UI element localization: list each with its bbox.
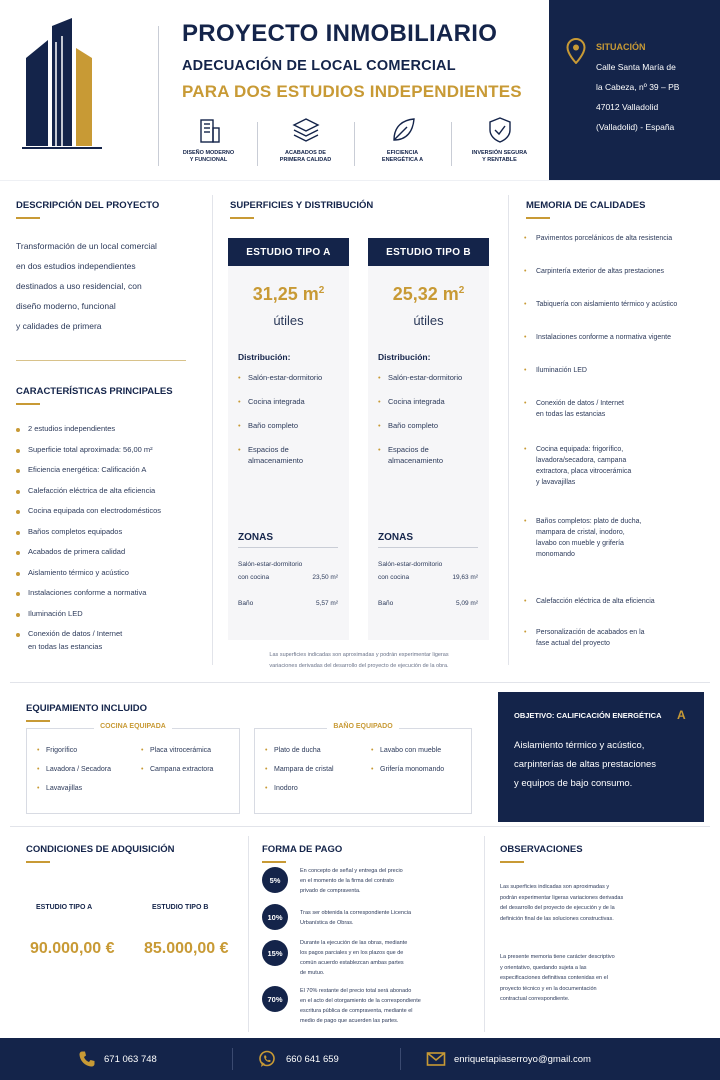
list-item-continuation: en todas las estancias xyxy=(28,642,103,651)
zone-value: 5,09 m² xyxy=(455,600,478,607)
payment-percent-badge: 15% xyxy=(262,940,288,966)
feature-label: ENERGÉTICA A xyxy=(381,157,424,164)
studio-area-value: 25,32 m xyxy=(392,284,459,304)
zone-value: 23,50 m² xyxy=(312,574,338,581)
price-value: 90.000,00 € xyxy=(30,940,115,957)
price-label: ESTUDIO TIPO A xyxy=(36,904,93,911)
list-item: • Inodoro xyxy=(265,785,334,804)
zone-row xyxy=(238,600,338,607)
studio-area-note: útiles xyxy=(273,313,304,328)
list-item: Conexión de datos / Internet xyxy=(16,629,206,642)
location-line: Calle Santa María de xyxy=(596,62,676,72)
observation-line: podrán experimentar ligeras variaciones derivadas xyxy=(500,894,624,901)
page-title: PROYECTO INMOBILIARIO xyxy=(182,20,498,47)
page-subtitle: ADECUACIÓN DE LOCAL COMERCIAL xyxy=(182,58,456,74)
list-item: • Lavavajillas xyxy=(37,785,111,804)
list-item-text: extractora, placa vitrocerámica xyxy=(536,468,632,475)
list-item xyxy=(522,299,712,332)
section-divider xyxy=(16,360,186,361)
list-item xyxy=(522,332,712,365)
zone-name-cont: con cocina xyxy=(378,574,410,581)
list-item: Aislamiento térmico y acústico xyxy=(16,568,206,589)
distribution-list xyxy=(238,372,349,466)
payment-text xyxy=(300,986,470,1026)
title-divider xyxy=(158,26,159,166)
objective-text xyxy=(514,736,694,793)
list-item-text: Calefacción eléctrica de alta eficiencia xyxy=(536,598,655,605)
payment-percent-badge: 5% xyxy=(262,867,288,893)
list-item: • Mampara de cristal xyxy=(265,766,334,785)
observations-paragraph xyxy=(500,882,692,924)
zone-value: 19,63 m² xyxy=(452,574,478,581)
building-icon xyxy=(193,114,225,146)
studio-label: ESTUDIO TIPO B xyxy=(368,238,489,266)
feature-label: INVERSIÓN SEGURA xyxy=(471,150,528,156)
note-line: Las superficies indicadas son aproximadas y podrán experimentar ligeras xyxy=(269,652,449,658)
zone-name: Salón-estar-dormitorio xyxy=(378,561,443,568)
feature-design xyxy=(160,114,257,178)
studio-area xyxy=(228,284,349,305)
list-item: • Lavabo con mueble xyxy=(371,747,444,766)
list-item-text: y lavavajillas xyxy=(536,479,576,486)
objective-title: OBJETIVO: CALIFICACIÓN ENERGÉTICA xyxy=(514,711,662,720)
memoria-list xyxy=(522,233,712,651)
observation-line: proyecto técnico y en la documentación xyxy=(500,985,597,992)
page-subtitle-highlight: PARA DOS ESTUDIOS INDEPENDIENTES xyxy=(182,82,522,101)
studio-area-value: 31,25 m xyxy=(252,284,319,304)
feature-finishes xyxy=(257,114,354,178)
list-item xyxy=(522,516,712,596)
list-item xyxy=(522,365,712,398)
payment-line: medio de pago que acuerden las partes. xyxy=(300,1018,399,1024)
studio-area xyxy=(368,284,489,305)
location-line: 47012 Valladolid xyxy=(596,102,659,112)
zone-name: Baño xyxy=(378,600,394,607)
whatsapp-number-link[interactable]: 660 641 659 xyxy=(286,1054,339,1065)
payment-line: privado de compraventa. xyxy=(300,888,361,894)
list-item xyxy=(522,398,712,444)
zone-value: 5,57 m² xyxy=(315,600,338,607)
payment-line: de mutuo. xyxy=(300,970,325,976)
kitchen-equipment-box xyxy=(26,723,240,814)
list-item-text: en todas las estancias xyxy=(536,411,606,418)
phone-number-link[interactable]: 671 063 748 xyxy=(104,1054,157,1065)
footer-divider xyxy=(232,1048,233,1070)
observations-paragraph xyxy=(500,952,692,1005)
list-item: • Salón-estar-dormitorio xyxy=(378,372,478,383)
column-divider xyxy=(212,195,213,665)
mail-icon xyxy=(426,1050,446,1068)
heading-underline xyxy=(262,861,286,863)
payment-line: en el acto del otorgamiento de la correspondiente xyxy=(300,998,421,1004)
payment-line: En concepto de señal y entrega del precio xyxy=(300,868,403,874)
list-item-text: lavadora/secadora, campana xyxy=(536,457,627,464)
list-item: • Baño completo xyxy=(378,420,478,431)
whatsapp-icon xyxy=(258,1050,276,1068)
zone-name: Baño xyxy=(238,600,254,607)
list-item: • Placa vitrocerámica xyxy=(141,747,213,766)
observation-line: del desarrollo del proyecto de ejecución y de la xyxy=(500,905,615,911)
observations-heading: OBSERVACIONES xyxy=(500,844,583,855)
shield-check-icon xyxy=(484,114,516,146)
list-item: • Frigorífico xyxy=(37,747,111,766)
features-list xyxy=(16,424,206,655)
distribution-label: Distribución: xyxy=(238,352,291,362)
list-item xyxy=(522,266,712,299)
observation-line: y orientativo, quedando sujeta a las xyxy=(500,964,587,971)
objective-line: y equipos de bajo consumo. xyxy=(514,778,633,789)
objective-line: Aislamiento térmico y acústico, xyxy=(514,740,645,751)
list-item-text: Instalaciones conforme a normativa vigente xyxy=(536,334,672,341)
list-item-text: • Conexión de datos / Internet xyxy=(536,400,624,407)
column-divider xyxy=(248,836,249,1032)
list-item-text: Carpintería exterior de altas prestaciones xyxy=(536,268,665,275)
location-title: SITUACIÓN xyxy=(596,42,646,52)
zone-row xyxy=(378,600,478,607)
list-item: • Campana extractora xyxy=(141,766,213,785)
list-item-text: Pavimentos porcelánicos de alta resistencia xyxy=(536,235,673,242)
surfaces-note xyxy=(228,650,490,672)
list-item: Eficiencia energética: Calificación A xyxy=(16,465,206,486)
heading-underline xyxy=(26,861,50,863)
list-item: • Espacios de almacenamiento xyxy=(238,444,338,466)
features-heading: CARACTERÍSTICAS PRINCIPALES xyxy=(16,386,173,397)
studio-card-b xyxy=(368,238,489,640)
heading-underline xyxy=(230,217,254,219)
payment-line: Urbanística de Obras. xyxy=(300,920,354,926)
list-item: Superficie total aproximada: 56,00 m² xyxy=(16,445,206,466)
list-item-text: • Personalización de acabados en la xyxy=(536,629,645,636)
price-label: ESTUDIO TIPO B xyxy=(152,904,209,911)
bath-title: BAÑO EQUIPADO xyxy=(327,723,398,730)
bath-equipment-box xyxy=(254,723,472,814)
equipment-list xyxy=(141,747,213,785)
zones-label: ZONAS xyxy=(378,532,413,543)
zones-divider xyxy=(378,547,478,548)
column-divider xyxy=(508,195,509,665)
area-unit-exponent: 2 xyxy=(458,285,465,296)
list-item: • Baño completo xyxy=(238,420,338,431)
list-item: • Plato de ducha xyxy=(265,747,334,766)
equipment-list xyxy=(371,747,444,785)
feature-label: PRIMERA CALIDAD xyxy=(279,157,332,164)
memoria-heading: MEMORIA DE CALIDADES xyxy=(526,200,646,211)
location-pin-icon xyxy=(566,38,586,64)
zones-label: ZONAS xyxy=(238,532,273,543)
list-item xyxy=(522,596,712,627)
payment-text xyxy=(300,938,470,978)
phone-icon xyxy=(78,1050,96,1068)
zone-row xyxy=(378,558,478,584)
list-item-text: • Cocina equipada: frigorífico, xyxy=(536,446,624,453)
kitchen-title: COCINA EQUIPADA xyxy=(94,723,172,730)
feature-label: Y RENTABLE xyxy=(482,157,517,164)
list-item: Instalaciones conforme a normativa xyxy=(16,588,206,609)
list-item: Iluminación LED xyxy=(16,609,206,630)
feature-label: DISEÑO MODERNO xyxy=(182,150,235,156)
area-unit-exponent: 2 xyxy=(318,285,325,296)
observation-line: contractual correspondiente. xyxy=(500,996,570,1002)
note-line: variaciones derivadas del desarrollo del proyecto de ejecución de la obra. xyxy=(269,663,449,669)
location-line: (Valladolid) - España xyxy=(596,122,675,132)
list-item xyxy=(522,444,712,516)
list-item: • Lavadora / Secadora xyxy=(37,766,111,785)
section-divider xyxy=(10,682,710,683)
section-divider xyxy=(10,826,710,827)
list-item-text: lavabo con mueble y grifería xyxy=(536,540,624,547)
objective-line: carpinterías de altas prestaciones xyxy=(514,759,657,770)
leaf-icon xyxy=(387,114,419,146)
description-text xyxy=(16,236,191,336)
list-item-text: mampara de cristal, inodoro, xyxy=(536,529,625,536)
payment-line: El 70% restante del precio total será abonado xyxy=(300,988,412,994)
list-item: Baños completos equipados xyxy=(16,527,206,548)
payment-percent-badge: 70% xyxy=(262,986,288,1012)
price-value: 85.000,00 € xyxy=(144,940,229,957)
payment-line: común acuerdo establezcan ambas partes xyxy=(300,960,404,966)
layers-icon xyxy=(290,114,322,146)
column-divider xyxy=(484,836,485,1032)
list-item xyxy=(522,233,712,266)
email-link[interactable]: enriquetapiaserroyo@gmail.com xyxy=(454,1054,591,1065)
feature-strip xyxy=(160,114,548,178)
heading-underline xyxy=(526,217,550,219)
feature-label: ACABADOS DE xyxy=(285,150,326,156)
studio-card-a xyxy=(228,238,349,640)
zone-row xyxy=(238,558,338,584)
payment-line: Durante la ejecución de las obras, mediante xyxy=(300,940,408,946)
equipment-heading: EQUIPAMIENTO INCLUIDO xyxy=(26,703,148,714)
description-line: en dos estudios independientes xyxy=(16,261,136,271)
description-line: y calidades de primera xyxy=(16,321,102,331)
feature-efficiency xyxy=(354,114,451,178)
heading-underline xyxy=(16,217,40,219)
description-heading: DESCRIPCIÓN DEL PROYECTO xyxy=(16,200,160,211)
list-item: 2 estudios independientes xyxy=(16,424,206,445)
zone-name-cont: con cocina xyxy=(238,574,270,581)
equipment-list xyxy=(265,747,334,804)
observation-line: definición final de las soluciones constructivas. xyxy=(500,915,614,922)
feature-investment xyxy=(451,114,548,178)
surfaces-heading: SUPERFICIES Y DISTRIBUCIÓN xyxy=(230,200,374,211)
observation-line: Las superficies indicadas son aproximadas y xyxy=(500,884,610,890)
description-line: Transformación de un local comercial xyxy=(16,241,157,251)
payment-line: escritura pública de compraventa, mediante el xyxy=(300,1008,413,1014)
footer-divider xyxy=(400,1048,401,1070)
payment-heading: FORMA DE PAGO xyxy=(262,844,343,855)
payment-percent-badge: 10% xyxy=(262,904,288,930)
list-item: • Salón-estar-dormitorio xyxy=(238,372,338,383)
payment-text xyxy=(300,908,470,928)
list-item: Calefacción eléctrica de alta eficiencia xyxy=(16,486,206,507)
distribution-list xyxy=(378,372,489,466)
payment-text xyxy=(300,866,470,896)
list-item: Acabados de primera calidad xyxy=(16,547,206,568)
list-item xyxy=(522,627,712,651)
heading-underline xyxy=(500,861,524,863)
payment-line: los pagos parciales y en los plazos que de xyxy=(300,950,404,956)
payment-line: Tras ser obtenida la correspondiente Licencia xyxy=(300,910,412,916)
building-logo-icon xyxy=(18,18,118,153)
list-item-text: Iluminación LED xyxy=(536,367,587,374)
observation-line: La presente memoria tiene carácter descriptivo xyxy=(500,954,615,960)
description-line: destinados a uso residencial, con xyxy=(16,281,142,291)
equipment-list xyxy=(37,747,111,804)
list-item: • Grifería monomando xyxy=(371,766,444,785)
observation-line: especificaciones definitivas contenidas en el xyxy=(500,975,608,981)
list-item: Cocina equipada con electrodomésticos xyxy=(16,506,206,527)
list-item: • Cocina integrada xyxy=(378,396,478,407)
zone-name: Salón-estar-dormitorio xyxy=(238,561,303,568)
list-item-text: Tabiquería con aislamiento térmico y acústico xyxy=(536,301,678,308)
heading-underline xyxy=(16,403,40,405)
zones-divider xyxy=(238,547,338,548)
payment-line: en el momento de la firma del contrato xyxy=(300,878,394,884)
location-line: la Cabeza, nº 39 – PB xyxy=(596,82,680,92)
feature-label: Y FUNCIONAL xyxy=(189,157,228,164)
list-item-text: monomando xyxy=(536,551,575,558)
studio-area-note: útiles xyxy=(413,313,444,328)
feature-label: EFICIENCIA xyxy=(386,150,419,156)
list-item-text: • Baños completos: plato de ducha, xyxy=(536,518,642,525)
conditions-heading: CONDICIONES DE ADQUISICIÓN xyxy=(26,844,175,855)
list-item-text: fase actual del proyecto xyxy=(536,640,610,647)
energy-grade: A xyxy=(677,708,686,722)
distribution-label: Distribución: xyxy=(378,352,431,362)
description-line: diseño moderno, funcional xyxy=(16,301,116,311)
heading-underline xyxy=(26,720,50,722)
list-item: • Espacios de almacenamiento xyxy=(378,444,478,466)
studio-label: ESTUDIO TIPO A xyxy=(228,238,349,266)
list-item: • Cocina integrada xyxy=(238,396,338,407)
header-divider xyxy=(0,180,720,181)
